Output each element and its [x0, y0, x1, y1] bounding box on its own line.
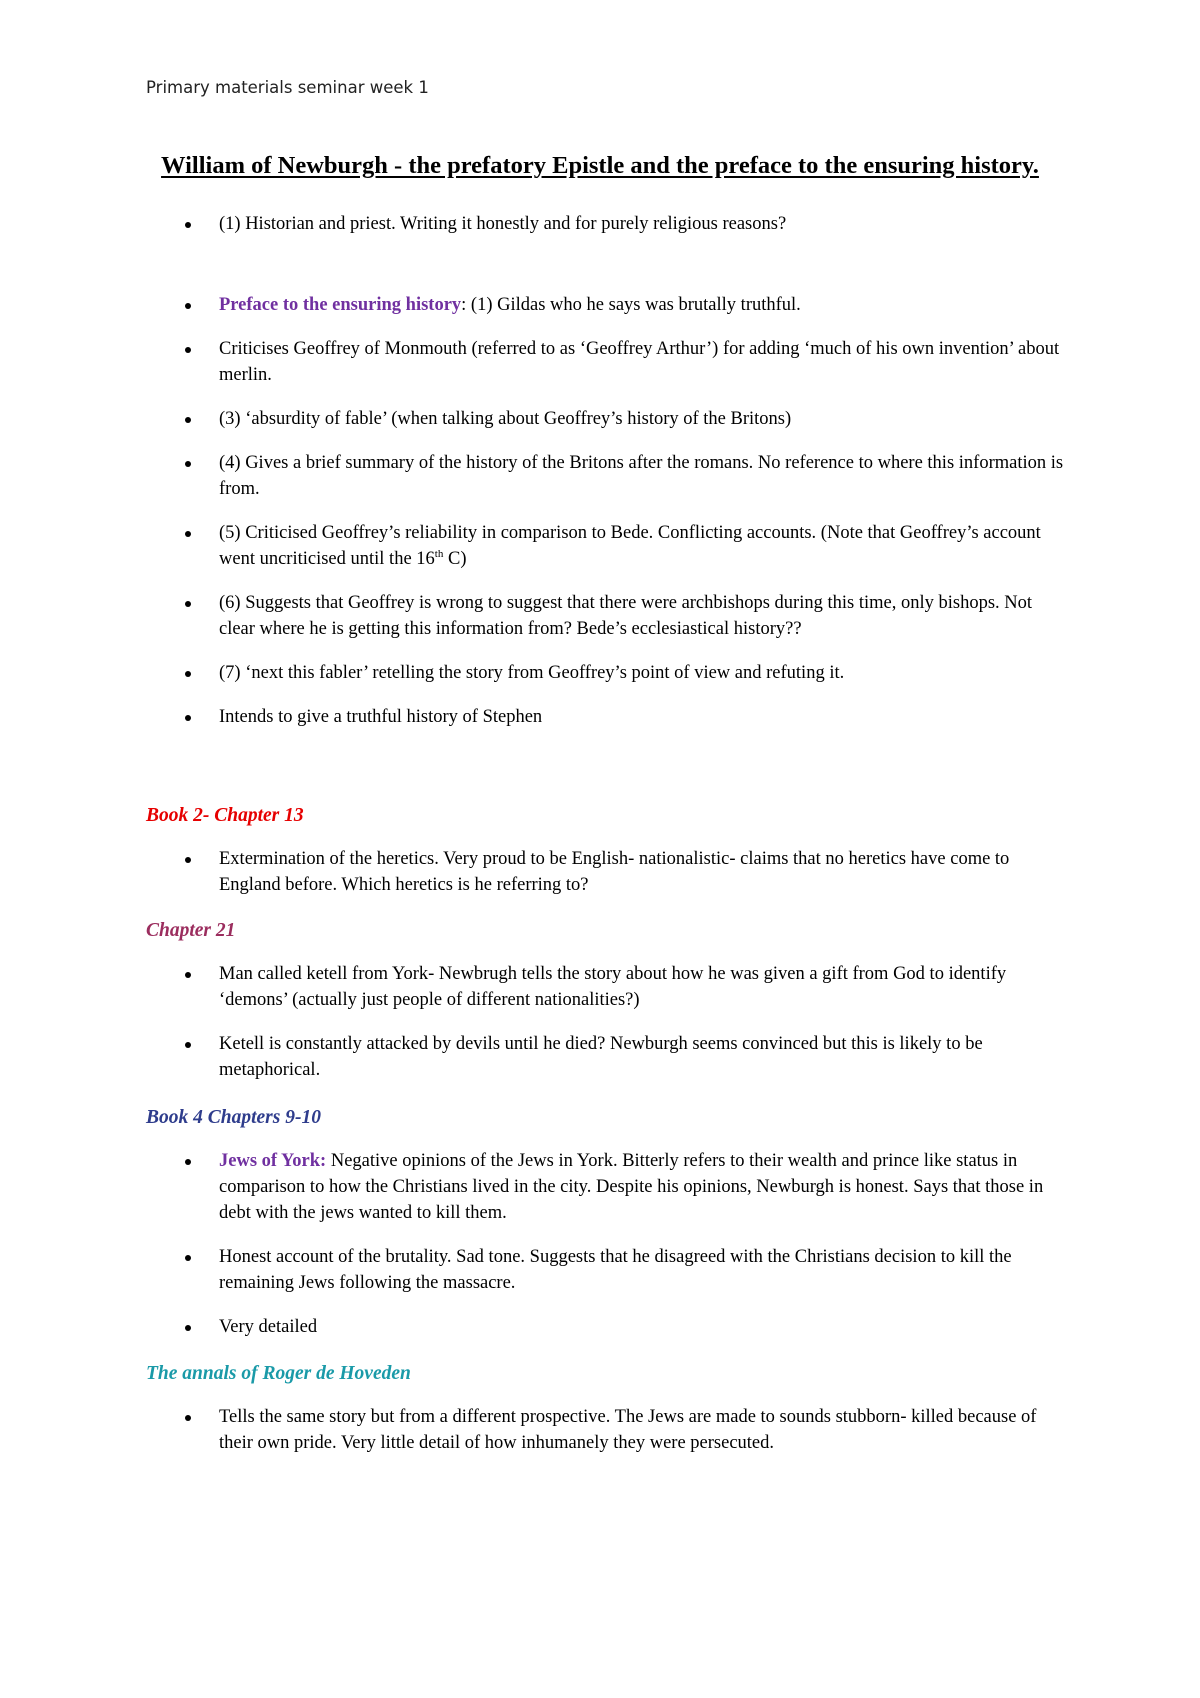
book4-list	[146, 1148, 1066, 1340]
list-item: (4) Gives a brief summary of the history of the Britons after the romans. No reference to where this information is from.	[146, 450, 1066, 502]
list-item: Jews of York: Negative opinions of the Jews in York. Bitterly refers to their wealth and prince like status in comparison to how the Christians lived in the city. Despite his opinions, Newburgh is honest. Says that those in debt with the jews wanted to kill them.	[146, 1148, 1066, 1226]
preface-lead: Preface to the ensuring history	[219, 295, 462, 315]
list-item: (3) ‘absurdity of fable’ (when talking about Geoffrey’s history of the Britons)	[146, 406, 1066, 432]
bullet-icon	[185, 1415, 191, 1421]
chapter21-list	[146, 961, 1066, 1083]
list-item: Tells the same story but from a different prospective. The Jews are made to sounds stubborn- killed because of their own pride. Very little detail of how inhumanely they were persecuted.	[146, 1404, 1066, 1456]
bullet-icon	[185, 417, 191, 423]
hoveden-list	[146, 1404, 1066, 1456]
document-title: William of Newburgh - the prefatory Epistle and the preface to the ensuring history.	[161, 152, 1039, 179]
bullet-icon	[185, 857, 191, 863]
bullet-icon	[185, 1159, 191, 1165]
bullet-icon	[185, 222, 191, 228]
intro-block	[146, 211, 1066, 255]
book2-section	[146, 803, 1066, 916]
list-item: Preface to the ensuring history: (1) Gildas who he says was brutally truthful.	[146, 292, 1066, 318]
list-item: Man called ketell from York- Newbrugh tells the story about how he was given a gift from God to identify ‘demons’ (actually just people of different nationalities?)	[146, 961, 1066, 1013]
bullet-icon	[185, 303, 191, 309]
bullet-icon	[185, 347, 191, 353]
book4-section	[146, 1105, 1066, 1358]
list-item: (1) Historian and priest. Writing it honestly and for purely religious reasons?	[146, 211, 1066, 237]
list-item: Ketell is constantly attacked by devils until he died? Newburgh seems convinced but this is likely to be metaphorical.	[146, 1031, 1066, 1083]
jews-of-york-lead: Jews of York:	[219, 1151, 327, 1171]
bullet-icon	[185, 1255, 191, 1261]
list-item: Criticises Geoffrey of Monmouth (referred to as ‘Geoffrey Arthur’) for adding ‘much of his own invention’ about merlin.	[146, 336, 1066, 388]
section-heading: Book 2- Chapter 13	[146, 805, 304, 826]
book2-list	[146, 846, 1066, 898]
hoveden-section	[146, 1361, 1066, 1474]
bullet-icon	[185, 461, 191, 467]
superscript: th	[434, 547, 444, 560]
preface-list	[146, 292, 1066, 730]
bullet-icon	[185, 715, 191, 721]
list-item: Extermination of the heretics. Very proud to be English- nationalistic- claims that no heretics have come to England before. Which heretics is he referring to?	[146, 846, 1066, 898]
bullet-icon	[185, 1325, 191, 1331]
bullet-icon	[185, 1042, 191, 1048]
list-item: Very detailed	[146, 1314, 1066, 1340]
section-heading: Chapter 21	[146, 920, 236, 941]
intro-list	[146, 211, 1066, 237]
bullet-icon	[185, 531, 191, 537]
running-header: Primary materials seminar week 1	[146, 78, 429, 97]
chapter21-section	[146, 918, 1066, 1101]
bullet-icon	[185, 972, 191, 978]
list-item: (5) Criticised Geoffrey’s reliability in comparison to Bede. Conflicting accounts. (Note that Geoffrey’s account went uncriticised until the 16th C)	[146, 520, 1066, 572]
section-heading: The annals of Roger de Hoveden	[146, 1363, 411, 1384]
list-item: (7) ‘next this fabler’ retelling the story from Geoffrey’s point of view and refuting it.	[146, 660, 1066, 686]
list-item: Honest account of the brutality. Sad tone. Suggests that he disagreed with the Christians decision to kill the remaining Jews following the massacre.	[146, 1244, 1066, 1296]
list-item: Intends to give a truthful history of Stephen	[146, 704, 1066, 730]
section-heading: Book 4 Chapters 9-10	[146, 1107, 321, 1128]
list-item: (6) Suggests that Geoffrey is wrong to suggest that there were archbishops during this time, only bishops. Not clear where he is getting this information from? Bede’s ecclesiastical history??	[146, 590, 1066, 642]
bullet-icon	[185, 601, 191, 607]
preface-block	[146, 292, 1066, 748]
bullet-icon	[185, 671, 191, 677]
